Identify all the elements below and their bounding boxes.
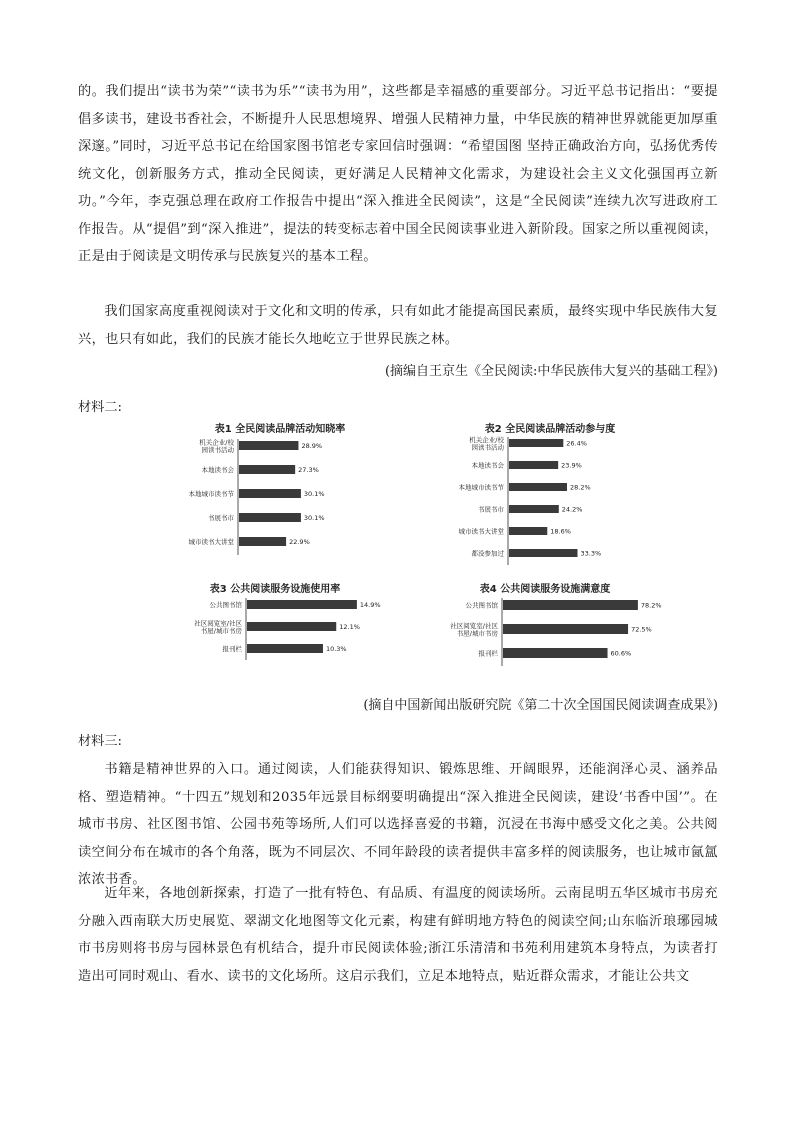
bar <box>509 527 547 535</box>
value-label: 60.6% <box>610 649 632 658</box>
bar <box>239 465 295 474</box>
chart-table2 <box>430 420 670 570</box>
material2-label: 材料二: <box>78 400 123 415</box>
bar <box>247 644 323 653</box>
value-label: 28.9% <box>301 442 323 450</box>
value-label: 12.1% <box>339 623 360 631</box>
bar <box>239 513 301 522</box>
value-label: 33.3% <box>580 549 602 558</box>
bar <box>239 441 298 450</box>
category-label: 社区阅览室/社区书屋/城市书房 <box>450 622 498 638</box>
value-label: 14.9% <box>359 601 381 609</box>
bar <box>503 624 628 634</box>
category-label: 本地读书会 <box>201 466 234 474</box>
material1-paragraph2: 我们国家高度重视阅读对于文化和文明的传承，只有如此才能提高国民素质，最终实现中华民族伟大复兴，也只有如此，我们的民族才能长久地屹立于世界民族之林。 <box>78 304 718 347</box>
category-label: 报刊栏 <box>478 649 498 658</box>
bar <box>509 505 559 513</box>
material3-paragraph2: 近年来，各地创新探索，打造了一批有特色、有品质、有温度的阅读场所。云南昆明五华区城市书房充分融入西南联大历史展览、翠湖文化地图等文化元素，构建有鲜明地方特色的阅读空间;山东临沂琅琊园城市书房则将书房与园林景色有机结合，提升市民阅读体验;浙江乐清清和书苑利用建筑本身特点，为读者打造出可同时观山、看水、读书的文化场所。这启示我们，立足本地特点，贴近群众需求，才能让公共文 <box>78 886 718 984</box>
value-label: 72.5% <box>631 625 652 634</box>
bar <box>503 600 638 610</box>
bar <box>239 489 301 498</box>
chart-table3 <box>150 580 400 685</box>
category-label: 书展书市 <box>208 514 234 522</box>
category-label: 机关企业/校园读书活动 <box>469 436 504 452</box>
chart-title: 表4 公共阅读服务设施满意度 <box>479 584 611 595</box>
category-label: 本地城市读书节 <box>458 483 504 492</box>
chart-table2-svg <box>430 435 670 585</box>
value-label: 18.6% <box>550 527 571 536</box>
category-label: 社区阅览室/社区书屋/城市书房 <box>194 619 242 635</box>
value-label: 30.1% <box>303 490 325 498</box>
value-label: 78.2% <box>640 601 662 610</box>
bar <box>247 600 357 609</box>
material3-label: 材料三: <box>78 734 123 749</box>
bar <box>503 648 608 658</box>
category-label: 机关企业/校园读书活动 <box>199 438 234 454</box>
chart-table4-svg <box>410 594 680 684</box>
category-label: 报刊栏 <box>222 645 242 653</box>
category-label: 本地读书会 <box>471 461 504 470</box>
category-label: 书展书市 <box>478 505 504 514</box>
material2-source: (摘自中国新闻出版研究院《第二十次全国国民阅读调查成果》) <box>363 698 718 713</box>
chart-title: 表3 公共阅读服务设施使用率 <box>209 584 341 595</box>
category-label: 公共图书馆 <box>209 601 242 609</box>
bar <box>509 549 578 557</box>
value-label: 23.9% <box>561 461 582 470</box>
category-label: 公共图书馆 <box>465 601 498 610</box>
chart-title: 表2 全民阅读品牌活动参与度 <box>484 424 616 435</box>
chart-title: 表1 全民阅读品牌活动知晓率 <box>214 424 346 435</box>
value-label: 30.1% <box>303 514 325 522</box>
value-label: 22.9% <box>289 538 310 546</box>
category-label: 本地城市读书节 <box>188 490 234 498</box>
value-label: 24.2% <box>561 505 583 514</box>
bar <box>509 439 563 447</box>
value-label: 10.3% <box>325 645 347 653</box>
bar <box>509 483 567 491</box>
chart-table1-svg <box>160 435 400 570</box>
chart-table1 <box>160 420 400 570</box>
category-label: 城市读书大讲堂 <box>188 538 234 546</box>
category-label: 都没参加过 <box>471 549 504 558</box>
value-label: 27.3% <box>298 466 319 474</box>
material3-paragraph1: 书籍是精神世界的入口。通过阅读，人们能获得知识、锻炼思维、开阔眼界，还能润泽心灵、涵养品格、塑造精神。“十四五”规划和2035年远景目标纲要明确提出“深入推进全民阅读，建设‘书香中国’”。在城市书房、社区图书馆、公园书苑等场所,人们可以选择喜爱的书籍，沉浸在书海中感受文化之美。公共阅读空间分布在城市的各个角落，既为不同层次、不同年龄段的读者提供丰富多样的阅读服务，也让城市氤氲浓浓书香。 <box>78 762 718 887</box>
chart-table4 <box>410 580 680 685</box>
bar <box>239 537 286 546</box>
value-label: 26.4% <box>566 439 587 448</box>
category-label: 城市读书大讲堂 <box>458 527 504 536</box>
material1-paragraph1: 的。我们提出“读书为荣”“读书为乐”“读书为用”，这些都是幸福感的重要部分。习近平总书记指出：“要提倡多读书，建设书香社会，不断提升人民思想境界、增强人民精神力量，中华民族的精神世界就能更加厚重深邃。”同时，习近平总书记在给国家图书馆老专家回信时强调：“希望国图 坚持正确政治方向，弘扬优秀传统文化，创新服务方式，推动全民阅读，更好满足人民精神文化需求，为建设社会主义文化强国再立新功。”今年，李克强总理在政府工作报告中提出“深入推进全民阅读”，这是“全民阅读”连续九次写进政府工作报告。从“提倡”到“深入推进”，提法的转变标志着中国全民阅读事业进入新阶段。国家之所以重视阅读，正是由于阅读是文明传承与民族复兴的基本工程。 <box>78 84 719 264</box>
bar <box>509 461 558 469</box>
bar <box>247 622 336 631</box>
material1-source: (摘编自王京生《全民阅读:中华民族伟大复兴的基础工程》) <box>384 364 718 379</box>
chart-table3-svg <box>150 594 400 684</box>
value-label: 28.2% <box>570 483 591 492</box>
